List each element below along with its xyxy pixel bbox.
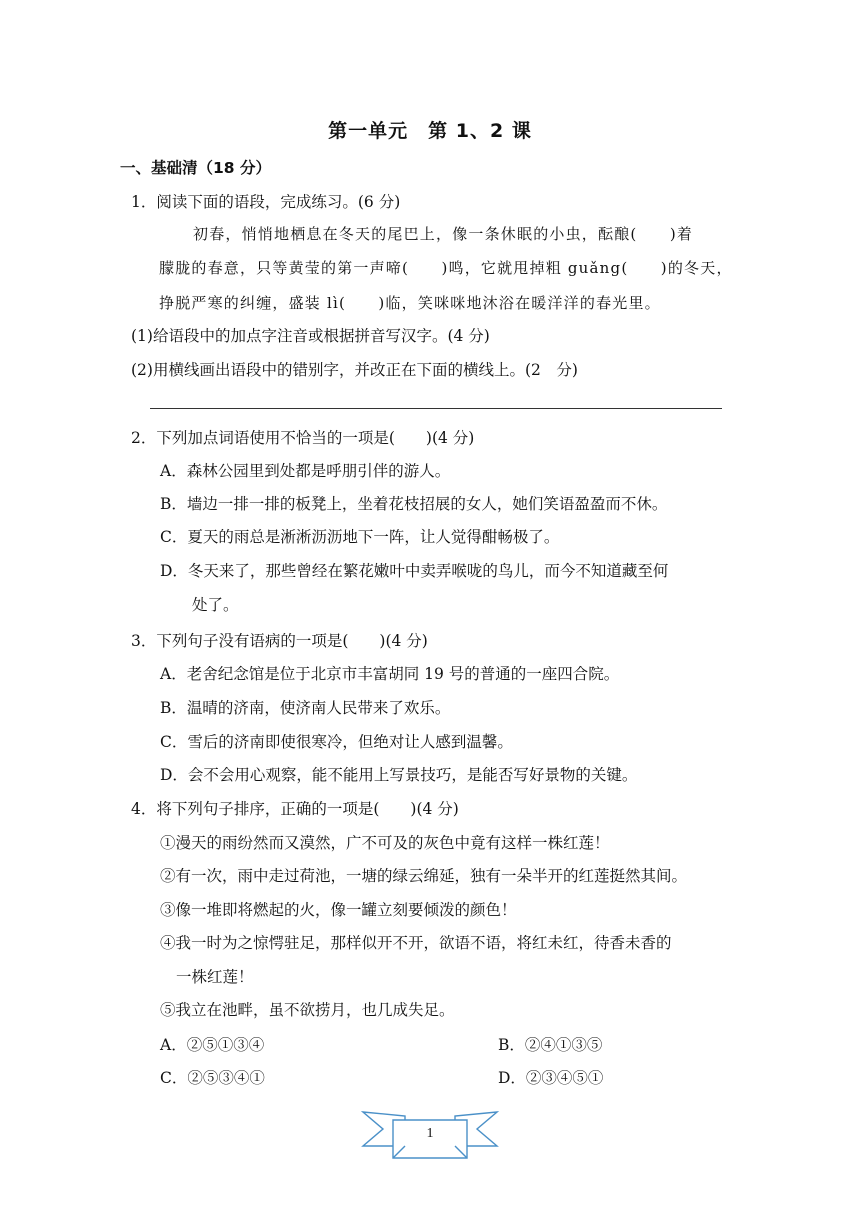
- question-1-stem: 1．阅读下面的语段，完成练习。(6 分): [131, 193, 401, 211]
- question-4-option-a: A．②⑤①③④: [160, 1036, 265, 1054]
- sentence-4-cont: 一株红莲！: [176, 968, 254, 986]
- question-4-option-b: B．②④①③⑤: [498, 1036, 603, 1054]
- question-2-stem: 2．下列加点词语使用不恰当的一项是( )(4 分): [131, 429, 475, 447]
- question-1-sub-2: (2)用横线画出语段中的错别字，并改正在下面的横线上。(2 分): [131, 361, 578, 379]
- page-title: 第一单元 第 1、2 课: [328, 120, 532, 142]
- passage-line-3: 挣脱严寒的纠缠，盛装 lì( )临，笑咪咪地沐浴在暖洋洋的春光里。: [159, 294, 661, 312]
- question-3-option-d: D．会不会用心观察，能不能用上写景技巧，是能否写好景物的关键。: [160, 766, 638, 784]
- question-3-stem: 3．下列句子没有语病的一项是( )(4 分): [131, 632, 428, 650]
- question-1-sub-1: (1)给语段中的加点字注音或根据拼音写汉字。(4 分): [131, 327, 490, 345]
- question-3-option-c: C．雪后的济南即使很寒冷，但绝对让人感到温馨。: [160, 733, 513, 751]
- sentence-1: ①漫天的雨纷然而又漠然，广不可及的灰色中竟有这样一株红莲！: [160, 834, 610, 852]
- sentence-2: ②有一次，雨中走过荷池，一塘的绿云绵延，独有一朵半开的红莲挺然其间。: [160, 867, 688, 885]
- section-heading: 一、基础清（18 分）: [120, 159, 271, 177]
- sentence-4: ④我一时为之惊愕驻足，那样似开不开，欲语不语，将红未红，待香未香的: [160, 934, 672, 952]
- question-3-option-a: A．老舍纪念馆是位于北京市丰富胡同 19 号的普通的一座四合院。: [160, 665, 620, 683]
- answer-blank-line: [150, 408, 722, 409]
- passage-line-1: 初春，悄悄地栖息在冬天的尾巴上，像一条休眠的小虫，酝酿( )着: [193, 225, 694, 243]
- question-2-option-d-cont: 处了。: [192, 596, 239, 614]
- question-2-option-d: D．冬天来了，那些曾经在繁花嫩叶中卖弄喉咙的鸟儿，而今不知道藏至何: [160, 562, 669, 580]
- page-number: 1: [426, 1126, 434, 1141]
- passage-line-2: 朦胧的春意，只等黄莹的第一声啼( )鸣，它就甩掉粗 guǎng( )的冬天，: [159, 259, 733, 277]
- question-4-option-d: D．②③④⑤①: [498, 1069, 604, 1087]
- question-2-option-a: A．森林公园里到处都是呼朋引伴的游人。: [160, 462, 451, 480]
- question-2-option-b: B．墙边一排一排的板凳上，坐着花枝招展的女人，她们笑语盈盈而不休。: [160, 495, 668, 513]
- question-2-option-c: C．夏天的雨总是淅淅沥沥地下一阵，让人觉得酣畅极了。: [160, 528, 560, 546]
- sentence-5: ⑤我立在池畔，虽不欲捞月，也几成失足。: [160, 1001, 455, 1019]
- sentence-3: ③像一堆即将燃起的火，像一罐立刻要倾泼的颜色！: [160, 901, 517, 919]
- question-4-option-c: C．②⑤③④①: [160, 1069, 265, 1087]
- question-3-option-b: B．温晴的济南，使济南人民带来了欢乐。: [160, 699, 451, 717]
- question-4-stem: 4．将下列句子排序，正确的一项是( )(4 分): [131, 800, 459, 818]
